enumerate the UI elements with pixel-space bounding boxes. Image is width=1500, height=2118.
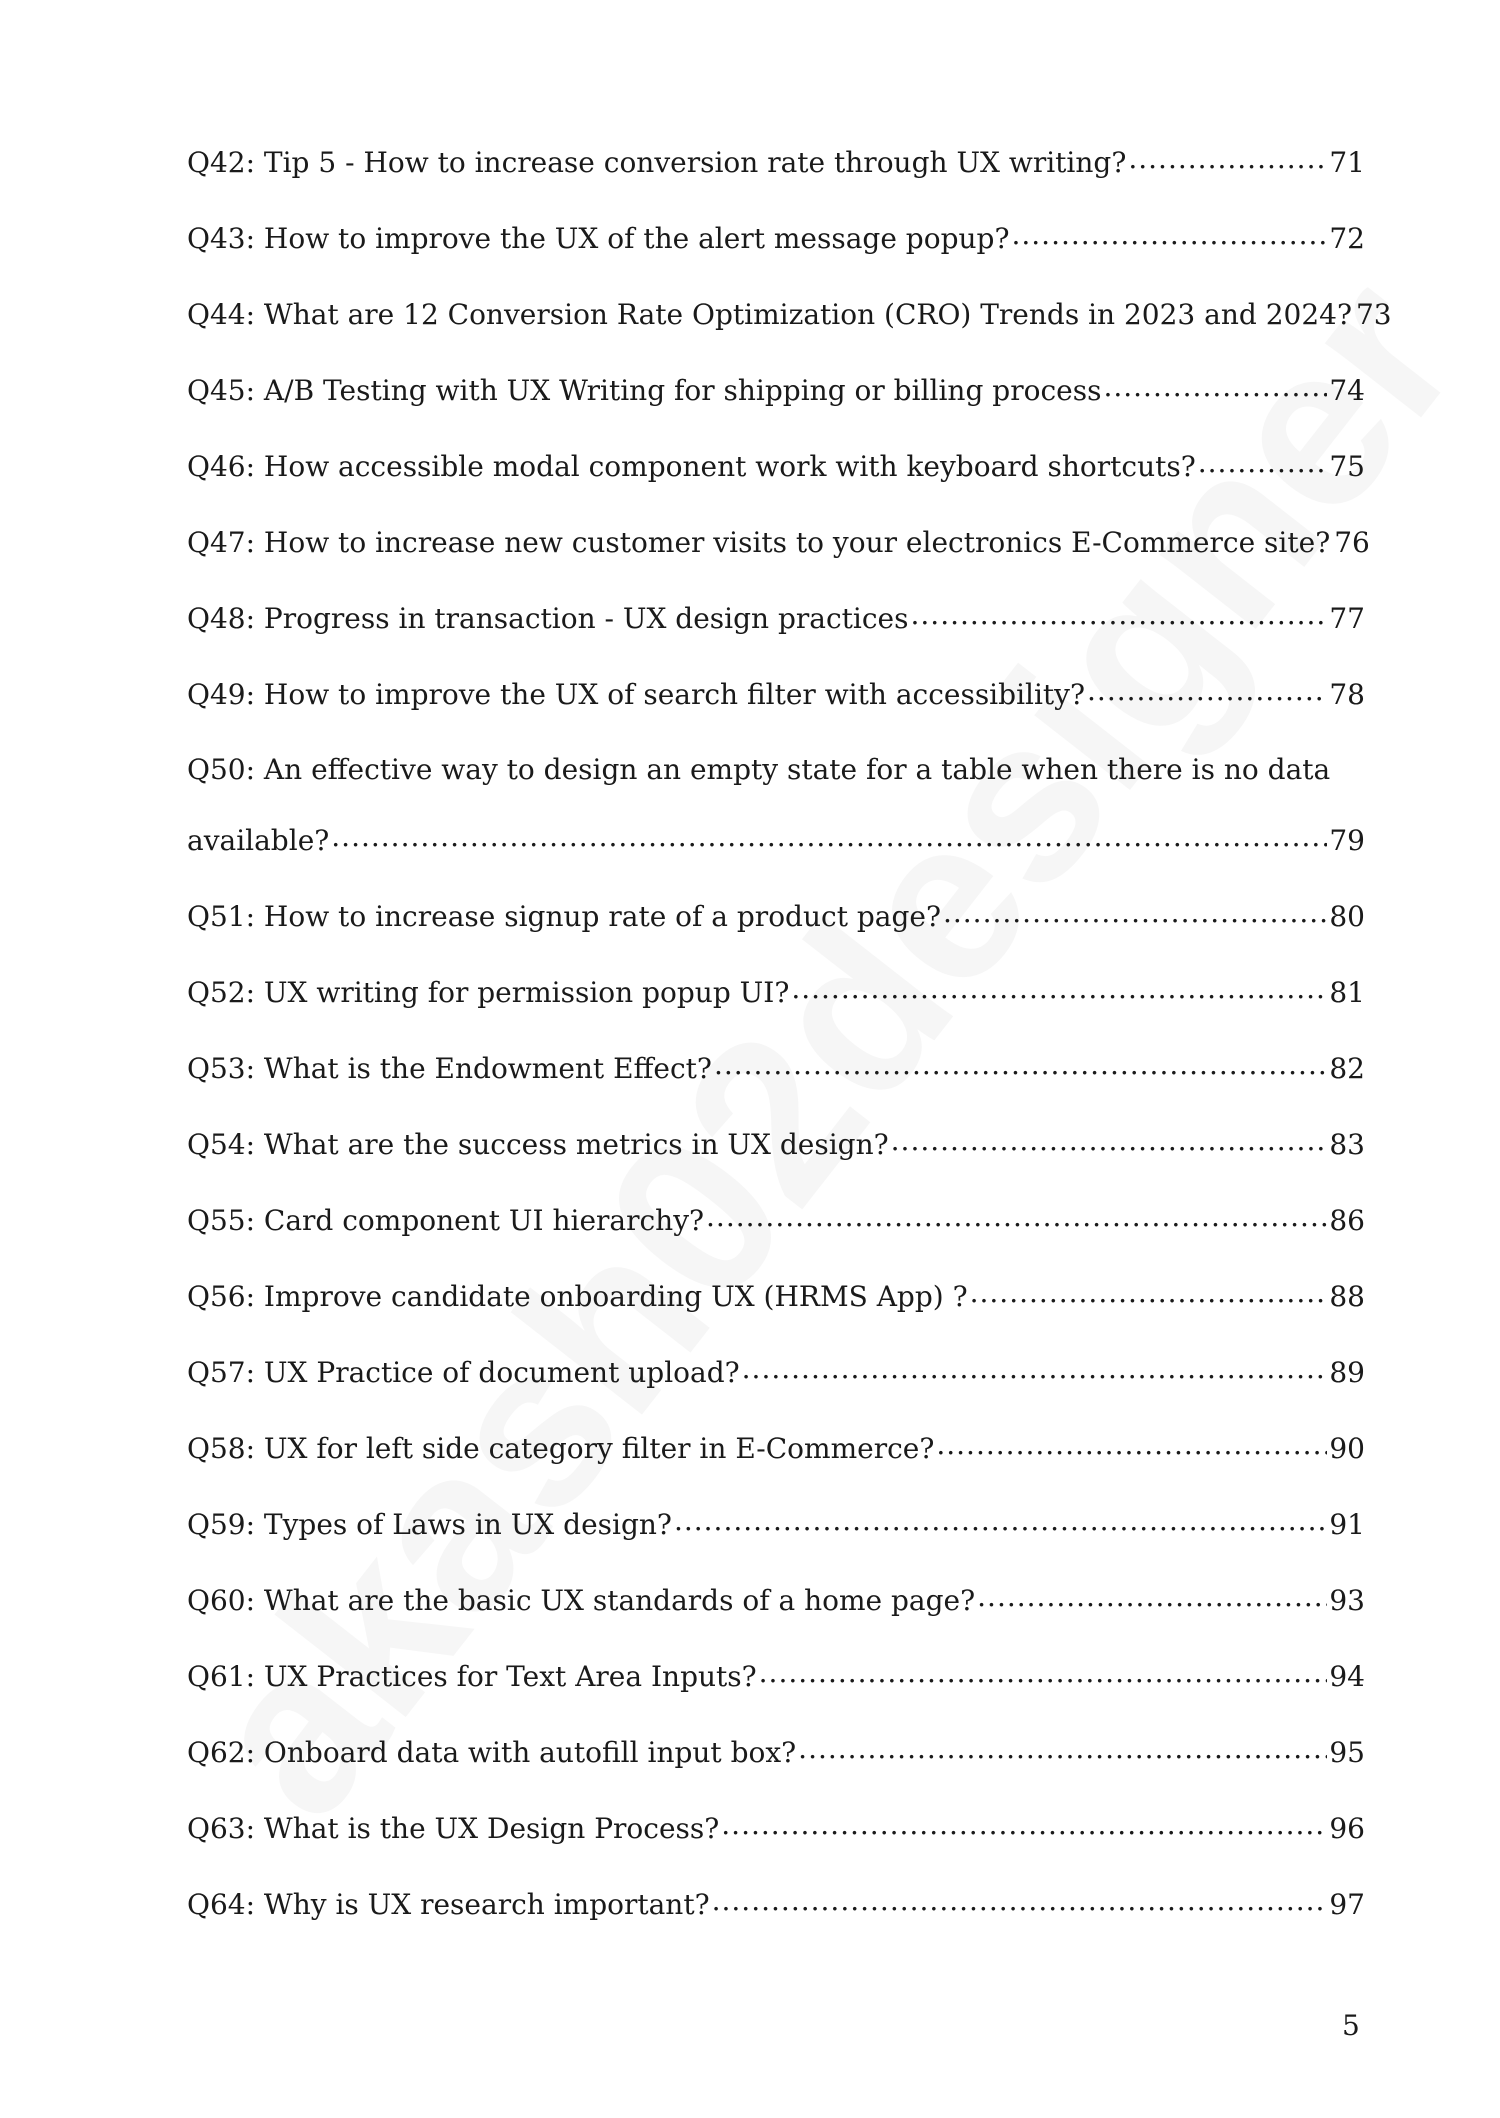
toc-entry[interactable] bbox=[187, 448, 1365, 484]
dot-leader bbox=[759, 1658, 1328, 1686]
toc-entry-title: Q51: How to increase signup rate of a product page? bbox=[187, 900, 941, 933]
toc-entry-title: Q58: UX for left side category filter in E-Commerce? bbox=[187, 1432, 935, 1465]
dot-leader bbox=[798, 1734, 1327, 1762]
toc-entry[interactable] bbox=[187, 1202, 1365, 1238]
toc-entry-page: 76 bbox=[1334, 526, 1370, 559]
toc-entry-page: 79 bbox=[1329, 824, 1365, 857]
toc-entry-page: 90 bbox=[1329, 1432, 1365, 1465]
toc-entry-title: Q52: UX writing for permission popup UI? bbox=[187, 976, 790, 1009]
dot-leader bbox=[674, 1506, 1327, 1534]
toc-entry-title: Q61: UX Practices for Text Area Inputs? bbox=[187, 1660, 757, 1693]
dot-leader bbox=[936, 1430, 1327, 1458]
toc-entry-page: 95 bbox=[1329, 1736, 1365, 1769]
toc-entry[interactable] bbox=[187, 600, 1365, 636]
dot-leader bbox=[1011, 220, 1327, 248]
toc-entry-page: 91 bbox=[1329, 1508, 1365, 1541]
toc-entry-page: 82 bbox=[1329, 1052, 1365, 1085]
dot-leader bbox=[1198, 448, 1328, 476]
toc-entry[interactable] bbox=[187, 372, 1365, 408]
dot-leader bbox=[706, 1202, 1327, 1230]
toc-entry-title: Q57: UX Practice of document upload? bbox=[187, 1356, 740, 1389]
toc-entry-page: 93 bbox=[1329, 1584, 1365, 1617]
toc-entry[interactable] bbox=[187, 1050, 1365, 1086]
toc-entry-page: 97 bbox=[1329, 1888, 1365, 1921]
toc-entry-title: Q48: Progress in transaction - UX design practices bbox=[187, 602, 909, 635]
toc-entry-page: 89 bbox=[1329, 1356, 1365, 1389]
toc-entry-page: 78 bbox=[1329, 678, 1365, 711]
toc-entry-title-continued: available? bbox=[187, 824, 330, 857]
toc-entry-page: 80 bbox=[1329, 900, 1365, 933]
toc-entry-title: Q46: How accessible modal component work with keyboard shortcuts? bbox=[187, 450, 1196, 483]
toc-entry[interactable] bbox=[187, 1126, 1365, 1162]
toc-entry[interactable] bbox=[187, 1734, 1365, 1770]
toc-entry-page: 73 bbox=[1355, 298, 1392, 331]
dot-leader bbox=[911, 600, 1328, 628]
toc-entry-page: 96 bbox=[1329, 1812, 1365, 1845]
toc-entry[interactable] bbox=[187, 1810, 1365, 1846]
toc-entry[interactable] bbox=[187, 1278, 1365, 1314]
toc-entry-page: 88 bbox=[1329, 1280, 1365, 1313]
dot-leader bbox=[943, 898, 1327, 926]
toc-entry[interactable] bbox=[187, 524, 1370, 560]
toc-entry[interactable] bbox=[187, 1354, 1365, 1390]
toc-entry[interactable] bbox=[187, 1886, 1365, 1922]
toc-entry-title: Q62: Onboard data with autofill input box? bbox=[187, 1736, 797, 1769]
toc-entry-title: Q63: What is the UX Design Process? bbox=[187, 1812, 720, 1845]
toc-entry-title: Q54: What are the success metrics in UX design? bbox=[187, 1128, 889, 1161]
toc-entry-page: 83 bbox=[1329, 1128, 1365, 1161]
dot-leader bbox=[721, 1810, 1327, 1838]
table-of-contents bbox=[187, 144, 1392, 1962]
dot-leader bbox=[1087, 676, 1327, 704]
toc-entry[interactable] bbox=[187, 220, 1365, 256]
toc-entry-title: Q50: An effective way to design an empty state for a table when there is no data bbox=[187, 753, 1331, 786]
toc-entry-title: Q59: Types of Laws in UX design? bbox=[187, 1508, 672, 1541]
toc-entry-page: 77 bbox=[1329, 602, 1365, 635]
toc-entry-page: 81 bbox=[1329, 976, 1365, 1009]
toc-entry-title: Q47: How to increase new customer visits to your electronics E-Commerce site? bbox=[187, 526, 1331, 559]
dot-leader bbox=[891, 1126, 1328, 1154]
page-number: 5 bbox=[1342, 2009, 1360, 2042]
toc-entry-page: 72 bbox=[1329, 222, 1365, 255]
dot-leader bbox=[712, 1886, 1328, 1914]
toc-entry-title: Q43: How to improve the UX of the alert message popup? bbox=[187, 222, 1010, 255]
toc-entry[interactable] bbox=[187, 144, 1365, 180]
dot-leader bbox=[977, 1582, 1327, 1610]
dot-leader bbox=[742, 1354, 1328, 1382]
toc-entry-title: Q60: What are the basic UX standards of a home page? bbox=[187, 1584, 976, 1617]
toc-entry-title: Q45: A/B Testing with UX Writing for shipping or billing process bbox=[187, 374, 1102, 407]
toc-entry-page: 71 bbox=[1329, 146, 1365, 179]
toc-entry[interactable] bbox=[187, 1582, 1365, 1618]
toc-entry-title: Q53: What is the Endowment Effect? bbox=[187, 1052, 712, 1085]
toc-entry[interactable] bbox=[187, 676, 1365, 712]
toc-entry[interactable] bbox=[187, 296, 1392, 332]
dot-leader bbox=[1103, 372, 1327, 400]
toc-entry-page: 86 bbox=[1329, 1204, 1365, 1237]
toc-entry-title: Q49: How to improve the UX of search filter with accessibility? bbox=[187, 678, 1086, 711]
toc-entry-title: Q56: Improve candidate onboarding UX (HRMS App) ? bbox=[187, 1280, 968, 1313]
toc-entry[interactable] bbox=[187, 1506, 1365, 1542]
toc-entry[interactable] bbox=[187, 752, 1365, 858]
toc-entry[interactable] bbox=[187, 898, 1365, 934]
dot-leader bbox=[791, 974, 1327, 1002]
toc-entry[interactable] bbox=[187, 1658, 1365, 1694]
dot-leader bbox=[714, 1050, 1327, 1078]
toc-entry[interactable] bbox=[187, 974, 1365, 1010]
toc-entry-page: 74 bbox=[1329, 374, 1365, 407]
toc-entry-title: Q44: What are 12 Conversion Rate Optimization (CRO) Trends in 2023 and 2024? bbox=[187, 298, 1352, 331]
dot-leader bbox=[331, 822, 1327, 850]
toc-entry-page: 94 bbox=[1329, 1660, 1365, 1693]
toc-entry-page: 75 bbox=[1329, 450, 1365, 483]
toc-entry-title: Q42: Tip 5 - How to increase conversion rate through UX writing? bbox=[187, 146, 1127, 179]
toc-entry-title: Q64: Why is UX research important? bbox=[187, 1888, 710, 1921]
dot-leader bbox=[1128, 144, 1327, 172]
toc-entry-title: Q55: Card component UI hierarchy? bbox=[187, 1204, 705, 1237]
toc-entry[interactable] bbox=[187, 1430, 1365, 1466]
dot-leader bbox=[970, 1278, 1328, 1306]
